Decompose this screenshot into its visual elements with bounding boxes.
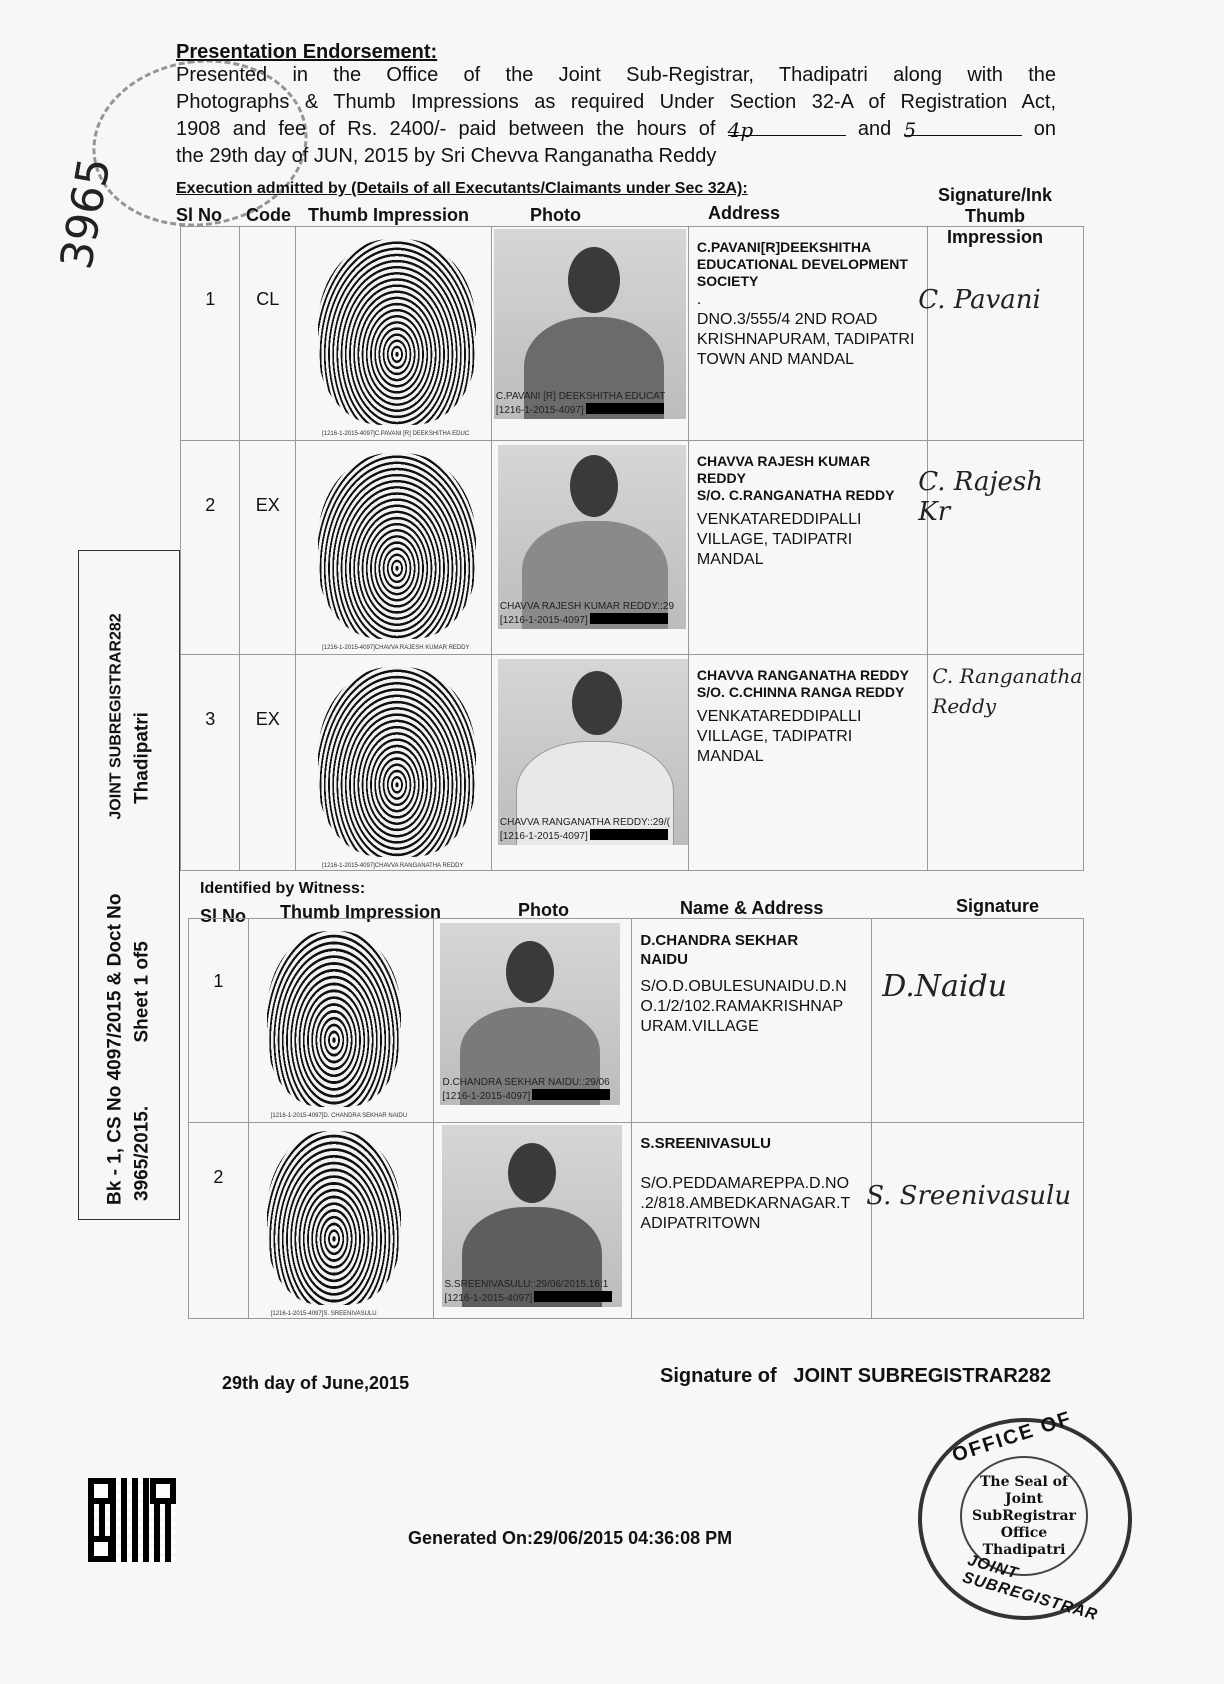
- side-book-reference: [103, 565, 130, 1205]
- name-line: S/O. C.RANGANATHA REDDY: [696, 487, 895, 503]
- photo-ref: [1216-1-2015-4097]: [499, 831, 588, 842]
- witness-address: [640, 977, 871, 1037]
- photo-caption: [444, 1279, 612, 1305]
- photo-ref: [1216-1-2015-4097]: [442, 1091, 531, 1102]
- executant-photo: [498, 659, 688, 845]
- photo-caption-name: S.SREENIVASULU::29/06/2015.16:1: [444, 1279, 609, 1290]
- address-line: MANDAL: [696, 748, 764, 765]
- footer-date: 29th day of June,2015: [222, 1373, 410, 1393]
- witness-header-name: Name & Address: [680, 898, 824, 918]
- name-line: S.SREENIVASULU: [640, 1135, 771, 1152]
- margin-handwritten-number: 3965: [51, 153, 121, 274]
- party-signature: C. Pavani: [918, 285, 1041, 315]
- photo-ref: [1216-1-2015-4097]: [499, 615, 588, 626]
- endorsement-line-2: Photographs & Thumb Impressions as required Under Section 32-A of Registration Act,: [176, 91, 1056, 113]
- photo-ref: [1216-1-2015-4097]: [495, 405, 584, 416]
- address-line: .2/818.AMBEDKARNAGAR.T: [640, 1195, 851, 1212]
- side-reference-text: [103, 565, 156, 1205]
- witness-title: Identified by Witness:: [200, 880, 366, 897]
- witness-sl: 1: [213, 971, 224, 991]
- address-line: S/O.D.OBULESUNAIDU.D.N: [640, 978, 847, 995]
- name-line: SOCIETY: [696, 273, 759, 289]
- name-line: C.PAVANI[R]DEEKSHITHA: [696, 239, 872, 255]
- executant-photo: [498, 445, 686, 629]
- party-signature: C. Rajesh Kr: [918, 467, 1043, 527]
- table-row: [189, 1123, 1084, 1319]
- header-photo: Photo: [530, 205, 581, 225]
- name-line: EDUCATIONAL DEVELOPMENT: [696, 256, 908, 272]
- endorsement-heading: Presentation Endorsement:: [176, 41, 438, 63]
- qr-code-icon: [88, 1478, 176, 1562]
- address-line: MANDAL: [696, 551, 764, 568]
- party-name: [697, 453, 927, 504]
- thumb-impression: [318, 453, 476, 651]
- witness-name: [640, 1135, 871, 1152]
- party-address: [697, 510, 927, 570]
- thumb-caption: [1216-1-2015-4097]C.PAVANI [R] DEEKSHITHA EDUC: [322, 431, 470, 437]
- witness-sl: 2: [213, 1167, 224, 1187]
- table-row: [181, 655, 1084, 871]
- witness-signature: D.Naidu: [882, 969, 1008, 1004]
- party-name: [697, 667, 927, 701]
- address-line: .: [696, 291, 702, 308]
- name-line: REDDY: [696, 470, 746, 486]
- row-code: CL: [256, 289, 280, 309]
- name-line: NAIDU: [640, 951, 688, 968]
- address-line: S/O.PEDDAMAREPPA.D.NO: [640, 1175, 850, 1192]
- photo-head: [506, 941, 554, 1003]
- thumb-caption: [1216-1-2015-4097]CHAVVA RANGANATHA REDDY: [322, 863, 464, 869]
- table-row: [181, 441, 1084, 655]
- side-joint-subregistrar: JOINT SUBREGISTRAR282: [107, 613, 125, 820]
- seal-top-text: OFFICE OF: [949, 1407, 1075, 1467]
- address-line: VILLAGE, TADIPATRI: [696, 728, 853, 745]
- name-line: CHAVVA RAJESH KUMAR: [696, 453, 871, 469]
- table-row: [181, 227, 1084, 441]
- name-line: CHAVVA RANGANATHA REDDY: [696, 667, 909, 683]
- address-line: ADIPATRITOWN: [640, 1215, 761, 1232]
- seal-bottom-text: JOINT SUBREGISTRAR: [960, 1551, 1100, 1625]
- endorsement-line-1: Presented in the Office of the Joint Sub-Registrar, Thadipatri along with the: [176, 64, 1056, 86]
- seal-line: Thadipatri: [982, 1541, 1066, 1558]
- witness-name: [640, 931, 871, 969]
- redaction-bar: [590, 829, 668, 840]
- thumb-caption: [1216-1-2015-4097]S. SREENIVASULU: [270, 1311, 377, 1317]
- row-sl: 2: [205, 495, 216, 515]
- header-code: Code: [246, 205, 291, 225]
- address-line: O.1/2/102.RAMAKRISHNAP: [640, 998, 844, 1015]
- witness-header-thumb: Thumb Impression: [280, 902, 442, 922]
- header-thumb: Thumb Impression: [308, 205, 470, 225]
- executants-title: Execution admitted by (Details of all Executants/Claimants under Sec 32A):: [176, 180, 748, 197]
- photo-head: [572, 671, 622, 735]
- witness-address: [640, 1174, 871, 1234]
- witness-header-photo: Photo: [518, 900, 569, 920]
- row-sl: 1: [205, 289, 216, 309]
- redaction-bar: [532, 1089, 610, 1100]
- table-row: [189, 919, 1084, 1123]
- side-place: Thadipatri: [131, 712, 153, 804]
- address-line: VENKATAREDDIPALLI: [696, 511, 862, 528]
- photo-head: [568, 247, 620, 313]
- on-text: on: [1033, 118, 1057, 140]
- party-signature: C. Ranganatha Reddy: [932, 664, 1083, 718]
- office-seal: [918, 1407, 1132, 1625]
- row-sl: 3: [205, 709, 216, 729]
- hour-to-field: 5: [904, 117, 1022, 136]
- party-address: [697, 290, 927, 370]
- thumb-impression: [267, 931, 408, 1119]
- side-line-1: Bk - 1, CS No 4097/2015 & Doct No: [104, 893, 126, 1205]
- photo-caption-name: D.CHANDRA SEKHAR NAIDU::29/06: [442, 1077, 610, 1088]
- photo-caption-name: C.PAVANI [R] DEEKSHITHA EDUCAT: [495, 391, 666, 402]
- photo-head: [508, 1143, 556, 1203]
- side-doc-number: [130, 565, 156, 1205]
- thumb-impression: [318, 239, 476, 437]
- witness-header-sl: Sl No: [200, 906, 247, 926]
- header-address: Address: [708, 203, 781, 223]
- endorsement-line-3: [176, 116, 1056, 143]
- redaction-bar: [590, 613, 668, 624]
- address-line: VENKATAREDDIPALLI: [696, 708, 862, 725]
- photo-caption-name: CHAVVA RANGANATHA REDDY::29/(: [499, 817, 670, 828]
- signature-label: Signature of: [660, 1365, 777, 1387]
- name-line: D.CHANDRA SEKHAR: [640, 932, 799, 949]
- address-line: VILLAGE, TADIPATRI: [696, 531, 853, 548]
- address-line: DNO.3/555/4 2ND ROAD: [696, 311, 878, 328]
- footer-signature-line: [660, 1365, 1051, 1388]
- thumb-impression: [267, 1131, 401, 1317]
- signature-title: JOINT SUBREGISTRAR282: [793, 1365, 1052, 1387]
- witness-header-signature: Signature: [956, 896, 1040, 916]
- header-sl-no: Sl No: [176, 205, 223, 225]
- side-reference-panel: [78, 550, 180, 1220]
- thumb-caption: [1216-1-2015-4097]CHAVVA RAJESH KUMAR REDDY: [322, 645, 470, 651]
- and-text: and: [857, 118, 892, 140]
- party-name: [697, 239, 927, 290]
- address-line: URAM.VILLAGE: [640, 1018, 759, 1035]
- photo-caption: [500, 817, 670, 843]
- address-line: TOWN AND MANDAL: [696, 351, 854, 368]
- photo-caption: [442, 1077, 610, 1103]
- redaction-bar: [586, 403, 664, 414]
- photo-caption: [496, 391, 665, 417]
- photo-caption: [500, 601, 674, 627]
- generated-timestamp: Generated On:29/06/2015 04:36:08 PM: [408, 1528, 733, 1548]
- hour-from-field: 4p: [728, 117, 846, 136]
- photo-caption-name: CHAVVA RAJESH KUMAR REDDY::29: [499, 601, 675, 612]
- name-line: S/O. C.CHINNA RANGA REDDY: [696, 684, 905, 700]
- side-doc-id: 3965/2015.: [131, 1105, 153, 1201]
- witness-table: [188, 918, 1084, 1319]
- witness-photo: [440, 923, 620, 1105]
- redaction-bar: [534, 1291, 612, 1302]
- endorsement-paragraph: [176, 62, 1056, 170]
- fee-text: 1908 and fee of Rs. 2400/- paid between the hours of: [176, 118, 716, 140]
- endorsement-line-4: the 29th day of JUN, 2015 by Sri Chevva Ranganatha Reddy: [176, 145, 717, 167]
- witness-signature: S. Sreenivasulu: [866, 1181, 1072, 1211]
- header-signature-2: Thumb Impression: [946, 206, 1044, 247]
- side-sheet: Sheet 1 of5: [131, 941, 153, 1043]
- seal-line: The Seal of: [979, 1473, 1069, 1490]
- thumb-caption: [1216-1-2015-4097]D. CHANDRA SEKHAR NAIDU: [270, 1113, 408, 1119]
- header-signature-1: Signature/Ink: [937, 185, 1053, 205]
- thumb-impression: [318, 667, 476, 869]
- photo-head: [570, 455, 618, 517]
- executants-table: [180, 226, 1084, 871]
- witness-photo: [442, 1125, 622, 1307]
- photo-ref: [1216-1-2015-4097]: [444, 1293, 533, 1304]
- seal-line: Office: [1000, 1524, 1048, 1541]
- row-code: EX: [255, 709, 280, 729]
- row-code: EX: [255, 495, 280, 515]
- party-address: [697, 707, 927, 767]
- executant-photo: [494, 229, 686, 419]
- address-line: KRISHNAPURAM, TADIPATRI: [696, 331, 915, 348]
- seal-line: Joint SubRegistrar: [972, 1490, 1076, 1524]
